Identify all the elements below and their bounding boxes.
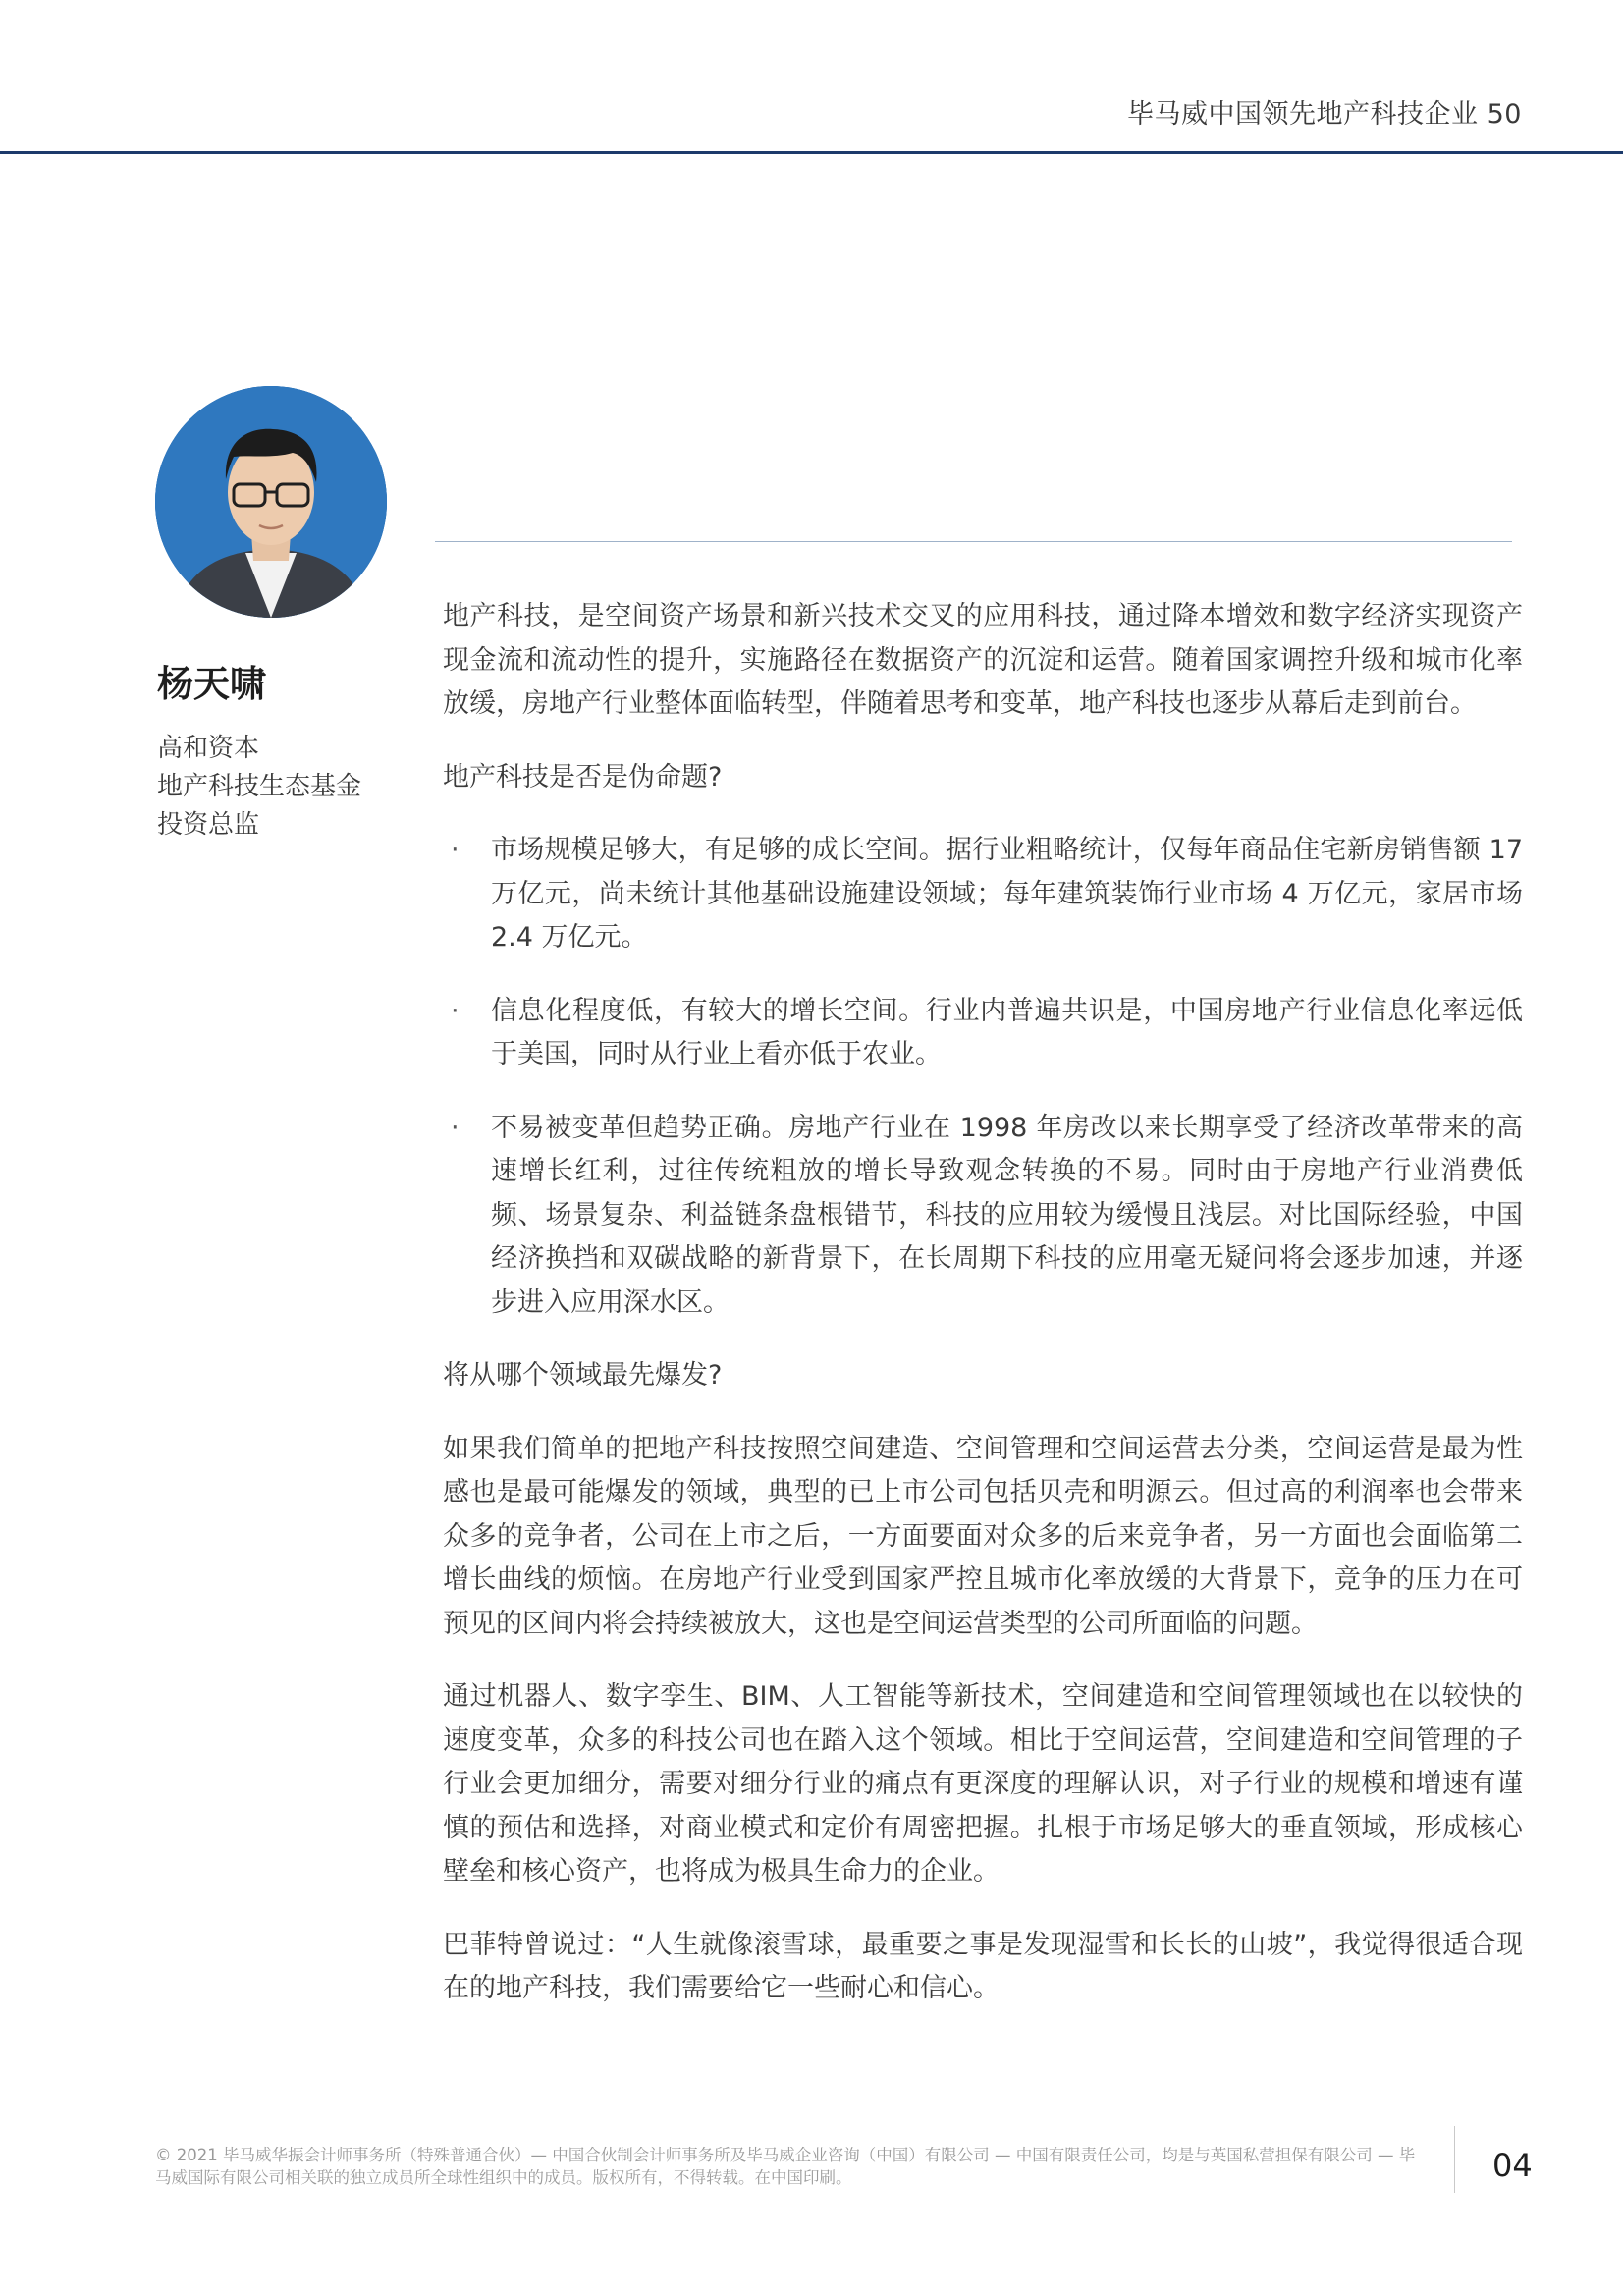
content-divider [435,541,1512,542]
person-name: 杨天啸 [157,663,266,705]
list-item [443,1107,1523,1326]
bullet-dot-icon: · [451,995,460,1026]
profile-photo [155,386,387,618]
footer-divider [1454,2126,1455,2193]
bullet-text: 不易被变革但趋势正确。房地产行业在 1998 年房改以来长期享受了经济改革带来的高速增长红利，过往传统粗放的增长导致观念转换的不易。同时由于房地产行业消费低频、场景复杂、利益链条盘根错节，科技的应用较为缓慢且浅层。对比国际经验，中国经济换挡和双碳战略的新背景下，在长周期下科技的应用毫无疑问将会逐步加速，并逐步进入应用深水区。 [491,1112,1523,1318]
body-paragraph: 通过机器人、数字孪生、BIM、人工智能等新技术，空间建造和空间管理领域也在以较快的速度变革，众多的科技公司也在踏入这个领域。相比于空间运营，空间建造和空间管理的子行业会更加细分，需要对细分行业的痛点有更深度的理解认识，对子行业的规模和增速有谨慎的预估和选择，对商业模式和定价有周密把握。扎根于市场足够大的垂直领域，形成核心壁垒和核心资产，也将成为极具生命力的企业。 [443,1681,1523,1886]
bullet-text: 信息化程度低，有较大的增长空间。行业内普遍共识是，中国房地产行业信息化率远低于美国，同时从行业上看亦低于农业。 [491,995,1523,1069]
footer-copyright: © 2021 毕马威华振会计师事务所（特殊普通合伙）— 中国合伙制会计师事务所及毕马威企业咨询（中国）有限公司 — 中国有限责任公司，均是与英国私营担保有限公司 — 毕马威国际有限公司相关联的独立成员所全球性组织中的成员。版权所有，不得转载。在中国印刷。 [155,2146,1416,2187]
person-title-fund: 地产科技生态基金 [157,772,362,801]
person-title-position: 投资总监 [157,810,260,840]
article-body [443,595,1523,2041]
person-title-company: 高和资本 [157,734,260,763]
page-number: 04 [1492,2147,1533,2184]
closing-paragraph: 巴菲特曾说过：“人生就像滚雪球，最重要之事是发现湿雪和长长的山坡”，我觉得很适合现在的地产科技，我们需要给它一些耐心和信心。 [443,1929,1523,2003]
bullet-list [443,829,1523,1325]
bullet-dot-icon: · [451,835,460,865]
list-item [443,829,1523,960]
person-titles [157,730,361,845]
body-paragraph: 如果我们简单的把地产科技按照空间建造、空间管理和空间运营去分类，空间运营是最为性感也是最可能爆发的领域，典型的已上市公司包括贝壳和明源云。但过高的利润率也会带来众多的竞争者，公司在上市之后，一方面要面对众多的后来竞争者，另一方面也会面临第二增长曲线的烦恼。在房地产行业受到国家严控且城市化率放缓的大背景下，竞争的压力在可预见的区间内将会持续被放大，这也是空间运营类型的公司所面临的问题。 [443,1433,1523,1639]
bullet-dot-icon: · [451,1112,460,1143]
list-item [443,990,1523,1077]
header-title: 毕马威中国领先地产科技企业 50 [1127,99,1522,130]
intro-paragraph: 地产科技，是空间资产场景和新兴技术交叉的应用科技，通过降本增效和数字经济实现资产现金流和流动性的提升，实施路径在数据资产的沉淀和运营。随着国家调控升级和城市化率放缓，房地产行业整体面临转型，伴随着思考和变革，地产科技也逐步从幕后走到前台。 [443,601,1523,719]
person-portrait-icon [155,386,387,618]
question-heading-1: 地产科技是否是伪命题? [443,761,723,793]
question-heading-2: 将从哪个领域最先爆发? [443,1360,723,1391]
header-divider [0,151,1623,154]
bullet-text: 市场规模足够大，有足够的成长空间。据行业粗略统计，仅每年商品住宅新房销售额 17 万亿元，尚未统计其他基础设施建设领域；每年建筑装饰行业市场 4 万亿元，家居市场 2.4 万亿元。 [491,835,1523,953]
